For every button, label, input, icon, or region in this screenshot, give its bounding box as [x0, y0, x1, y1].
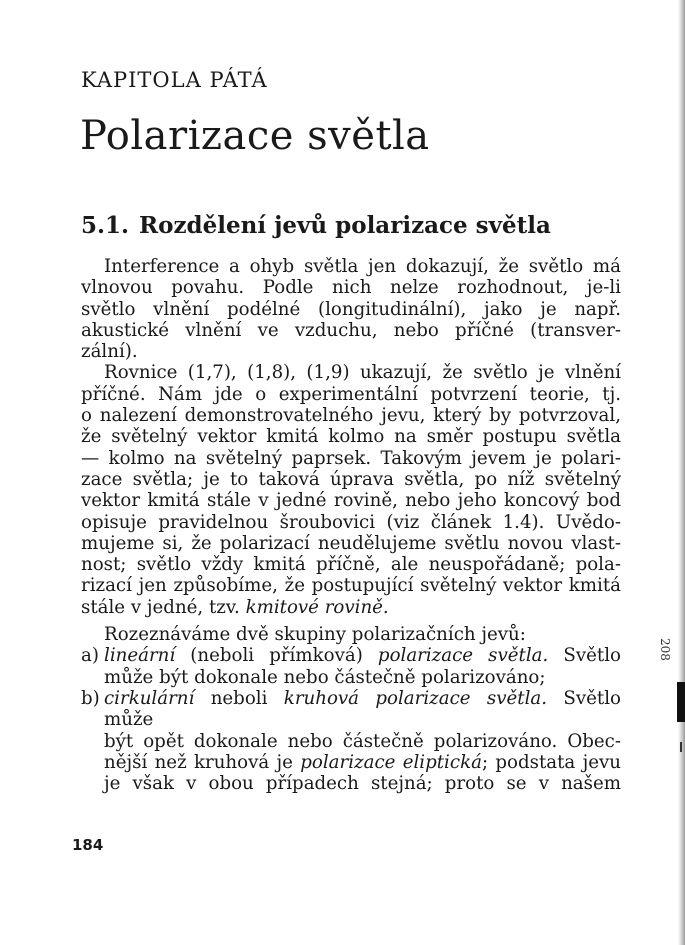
paragraph-2 — [81, 362, 621, 618]
text-line: — kolmo na světelný paprsek. Takovým jevem je polari- — [81, 447, 621, 469]
section-title: Rozdělení jevů polarizace světla — [139, 212, 551, 239]
text-line: rizací jen způsobíme, že postupující světelný vektor kmitá — [81, 575, 621, 597]
page-number: 184 — [72, 836, 104, 854]
text-line: nost; světlo vždy kmitá příčně, ale neuspořádaně; pola- — [81, 554, 621, 576]
text-line: zální). — [81, 341, 138, 363]
text-line — [81, 687, 621, 731]
text-line: o nalezení demonstrovatelného jevu, který by potvrzoval, — [81, 405, 621, 427]
text-line: Interference a ohyb světla jen dokazují, že světlo má — [104, 256, 621, 277]
chapter-title: Polarizace světla — [80, 113, 430, 159]
text-line: je však v obou případech stejná; proto se v našem — [104, 773, 621, 795]
text-fragment: Světlo může — [104, 687, 621, 731]
italic-term: polarizace eliptická — [300, 751, 482, 773]
text-line: že světelný vektor kmitá kolmo na směr postupu světla — [81, 426, 621, 448]
chapter-label: KAPITOLA PÁTÁ — [81, 68, 268, 92]
text-line: vlnovou povahu. Podle nich nelze rozhodnout, je-li — [81, 277, 621, 299]
section-heading — [81, 212, 551, 239]
text-line — [104, 752, 621, 773]
text-fragment: nější než kruhová je — [104, 751, 301, 773]
paragraph-1 — [81, 256, 621, 362]
text-fragment: ; podstata jevu — [481, 751, 621, 773]
text-line: příčné. Nám jde o experimentální potvrzení teorie, tj. — [81, 383, 621, 405]
text-fragment: neboli — [194, 687, 284, 709]
text-line: světlo vlnění podélné (longitudinální), jako je např. — [81, 298, 621, 320]
text-line: mujeme si, že polarizací neudělujeme světlu novou vlast- — [81, 532, 621, 554]
edge-bracket-mark — [677, 682, 685, 722]
list-marker: b) — [81, 687, 100, 709]
text-line: být opět dokonale nebo částečně polarizováno. Obec- — [104, 730, 621, 752]
text-fragment: Světlo — [548, 645, 622, 667]
text-fragment: stále v jedné, tzv. — [81, 596, 246, 618]
italic-term: cirkulární — [104, 687, 195, 709]
list-marker: a) — [81, 645, 99, 667]
page-edge-shadow — [678, 0, 685, 945]
edge-tick-mark — [680, 742, 682, 752]
text-line: zace světla; je to taková úprava světla, po níž světelný — [81, 468, 621, 490]
text-line: může být dokonale nebo částečně polarizováno; — [104, 666, 546, 688]
text-fragment: (neboli přímková) — [175, 645, 378, 667]
italic-term: lineární — [104, 645, 176, 667]
italic-term: kmitové rovině. — [245, 596, 389, 618]
body-text — [81, 256, 621, 794]
list-item-b — [81, 688, 621, 794]
text-line: opisuje pravidelnou šroubovici (viz článek 1.4). Uvědo- — [81, 511, 621, 533]
edge-margin-mark: 208 — [658, 638, 672, 661]
section-number: 5.1. — [81, 212, 130, 239]
list-item-a — [81, 645, 621, 688]
italic-term: polarizace světla. — [377, 645, 549, 667]
paragraph-3: Rozeznáváme dvě skupiny polarizačních jevů: — [104, 624, 526, 646]
italic-term: kruhová polarizace světla. — [283, 687, 548, 709]
text-line — [81, 597, 621, 618]
text-line — [81, 645, 622, 667]
text-line: vektor kmitá stále v jedné rovině, nebo jeho koncový bod — [81, 490, 621, 512]
text-line: Rovnice (1,7), (1,8), (1,9) ukazují, že světlo je vlnění — [104, 362, 621, 384]
text-line: akustické vlnění ve vzduchu, nebo příčné (transver- — [81, 319, 621, 341]
